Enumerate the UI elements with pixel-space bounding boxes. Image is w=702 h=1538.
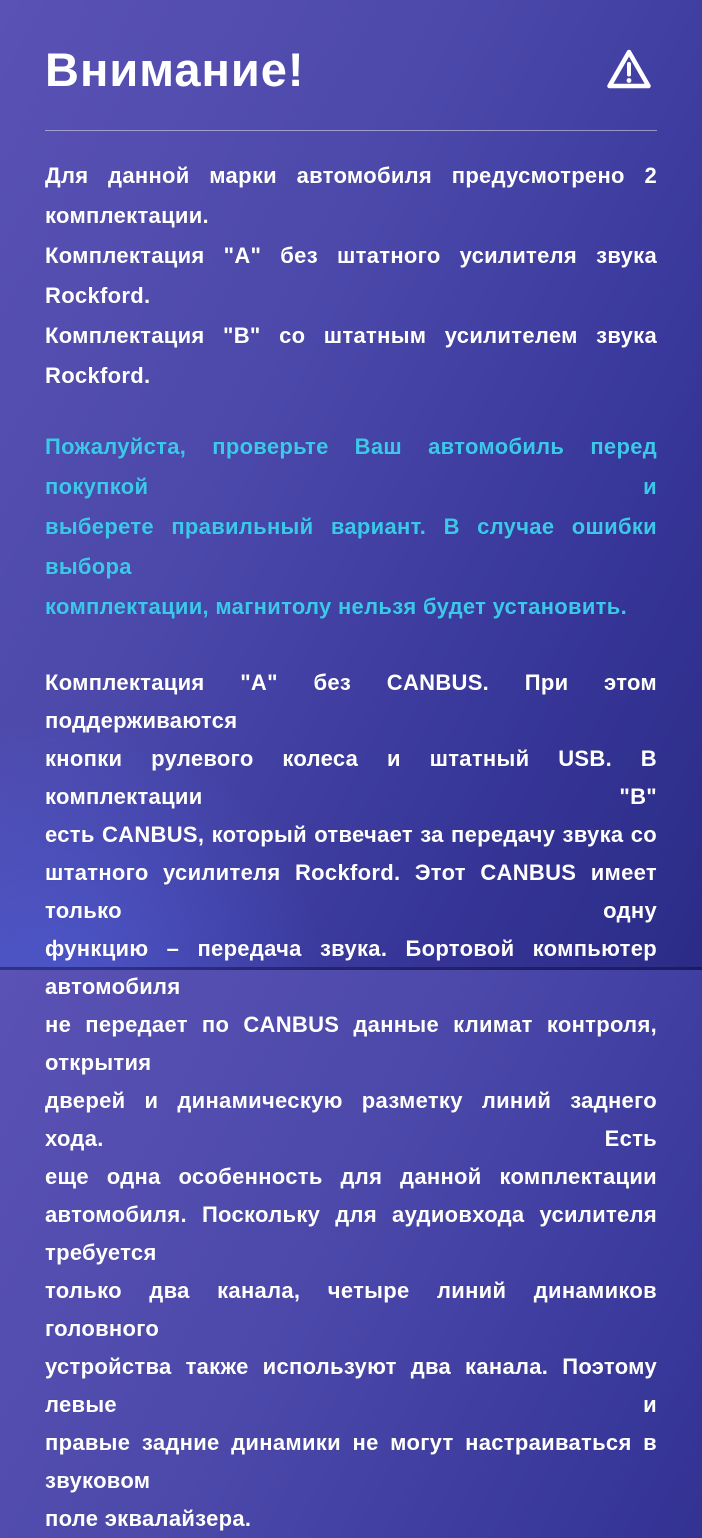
paragraph-line: Комплектация "А" без CANBUS. При этом поддерживаются: [45, 670, 657, 733]
paragraph-line: правые задние динамики не могут настраиваться в звуковом: [45, 1430, 657, 1493]
paragraph-line: не передает по CANBUS данные климат контроля, открытия: [45, 1012, 657, 1075]
paragraph-line: автомобиля. Поскольку для аудиовхода усилителя требуется: [45, 1202, 657, 1265]
paragraph-line: кнопки рулевого колеса и штатный USB. В комплектации "В": [45, 746, 657, 809]
paragraph-line: штатного усилителя Rockford. Этот CANBUS имеет только одну: [45, 860, 657, 923]
paragraph-line: дверей и динамическую разметку линий заднего хода. Есть: [45, 1088, 657, 1151]
paragraph-line: еще одна особенность для данной комплектации: [45, 1164, 657, 1189]
warning-triangle-icon: [605, 47, 653, 93]
header: [45, 0, 657, 97]
paragraph: [45, 156, 657, 396]
paragraph: [45, 427, 657, 627]
paragraph-line: комплектации, магнитолу нельзя будет установить.: [45, 594, 627, 619]
paragraph-line: Комплектация "А" без штатного усилителя звука Rockford.: [45, 243, 657, 308]
page-title: Внимание!: [45, 43, 305, 96]
paragraph-line: поле эквалайзера.: [45, 1506, 252, 1531]
paragraph-line: устройства также используют два канала. Поэтому левые и: [45, 1354, 657, 1417]
paragraphs: [45, 156, 657, 1538]
paragraph: [45, 664, 657, 1538]
paragraph-line: выберете правильный вариант. В случае ошибки выбора: [45, 514, 657, 579]
paragraph-line: Комплектация "В" со штатным усилителем звука Rockford.: [45, 323, 657, 388]
paragraph-line: Пожалуйста, проверьте Ваш автомобиль перед покупкой и: [45, 434, 657, 499]
paragraph-line: Для данной марки автомобиля предусмотрено 2 комплектации.: [45, 163, 657, 228]
paragraph-line: только два канала, четыре линий динамиков головного: [45, 1278, 657, 1341]
divider: [45, 130, 657, 131]
paragraph-line: функцию – передача звука. Бортовой компьютер автомобиля: [45, 936, 657, 999]
paragraph-line: есть CANBUS, который отвечает за передачу звука со: [45, 822, 657, 847]
